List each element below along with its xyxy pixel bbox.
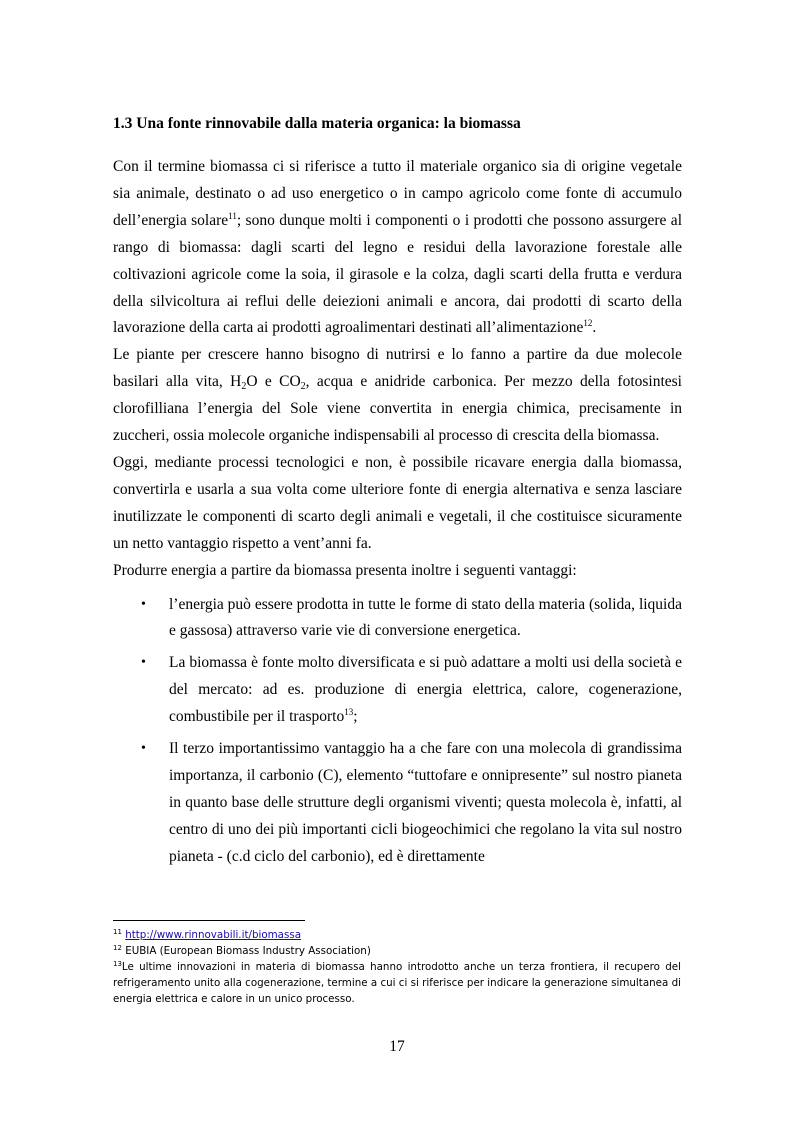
footnote-ref-11[interactable]: 11 [228,210,237,221]
footnote-11: $^{11}$ http://www.rinnovabili.it/biomassa [113,928,302,941]
footnote-ref-13[interactable]: 13 [344,707,354,718]
section-heading: 1.3 Una fonte rinnovabile dalla materia organica: la biomassa [113,115,521,132]
bullet-icon: • [141,655,146,671]
list-item: • La biomassa è fonte molto diversificata e si può adattare a molti usi della società e del mercato: ad es. produzione di energia elettrica, calore, cogenerazione, combustibile per il trasporto$^{13}$; [113,650,682,731]
list-item: • Il terzo importantissimo vantaggio ha a che fare con una molecola di grandissima importanza, il carbonio (C), elemento “tuttofare e onnipresente” sul nostro pianeta in quanto base delle strutture degli organismi viventi; questa molecola è, infatti, al centro di uno dei più importanti cicli biogeochimici che regolano la vita sul nostro pianeta - (c.d ciclo del carbonio), ed è direttamente [113,736,682,871]
bullet-icon: • [141,596,146,612]
body-text [113,154,682,876]
advantages-list [113,592,682,871]
footnote-separator [113,920,305,921]
page-number: 17 [389,1038,405,1055]
paragraph-technology: Oggi, mediante processi tecnologici e non, è possibile ricavare energia dalla biomassa, convertirla e usarla a sua volta come ulteriore fonte di energia alternativa e senza lasciare inutilizzate le componenti di scarto degli animali e vegetali, il che costituisce sicuramente un netto vantaggio rispetto a vent’anni fa. [113,453,682,552]
footnote-13: $^{13}$Le ultime innovazioni in materia di biomassa hanno introdotto anche un terza frontiera, il recupero del refrigeramento unito alla cogenerazione, termine a cui ci si riferisce per indicare la generazione simultanea di energia elettrica e calore in un unico processo. [113,960,681,1005]
list-item: • l’energia può essere prodotta in tutte le forme di stato della materia (solida, liquida e gassosa) attraverso varie vie di conversione energetica. [113,592,682,646]
paragraph-photosynthesis: Le piante per crescere hanno bisogno di nutrirsi e lo fanno a partire da due molecole basilari alla vita, $H_2O$ e $CO_2$, acqua e anidride carbonica. Per mezzo della fotosintesi clorofilliana l’energia del Sole viene convertita in energia chimica, precisamente in zuccheri, ossia molecole organiche indispensabili al processo di crescita della biomassa. [113,346,682,445]
footnotes [113,927,681,1007]
footnote-link[interactable]: http://www.rinnovabili.it/biomassa [125,929,302,941]
footnote-12: $^{12}$ EUBIA (European Biomass Industry Association) [113,944,371,957]
footnote-ref-12[interactable]: 12 [583,318,593,329]
paragraph-biomass-definition: Con il termine biomassa ci si riferisce a tutto il materiale organico sia di origine vegetale sia animale, destinato o ad uso energetico o in campo agricolo come fonte di accumulo dell’energia solare$^{11}$; sono dunque molti i componenti o i prodotti che possono assurgere al rango di biomassa: dagli scarti del legno e residui della lavorazione forestale alle coltivazioni agricole come la soia, il girasole e la colza, dagli scarti della frutta e verdura della silvicoltura ai reflui delle deiezioni animali e ancora, dai prodotti di scarto della lavorazione della carta ai prodotti agroalimentari destinati all’alimentazione$^{12}$. [113,158,682,337]
paragraph-advantages-intro: Produrre energia a partire da biomassa presenta inoltre i seguenti vantaggi: [113,561,577,579]
bullet-icon: • [141,741,146,757]
